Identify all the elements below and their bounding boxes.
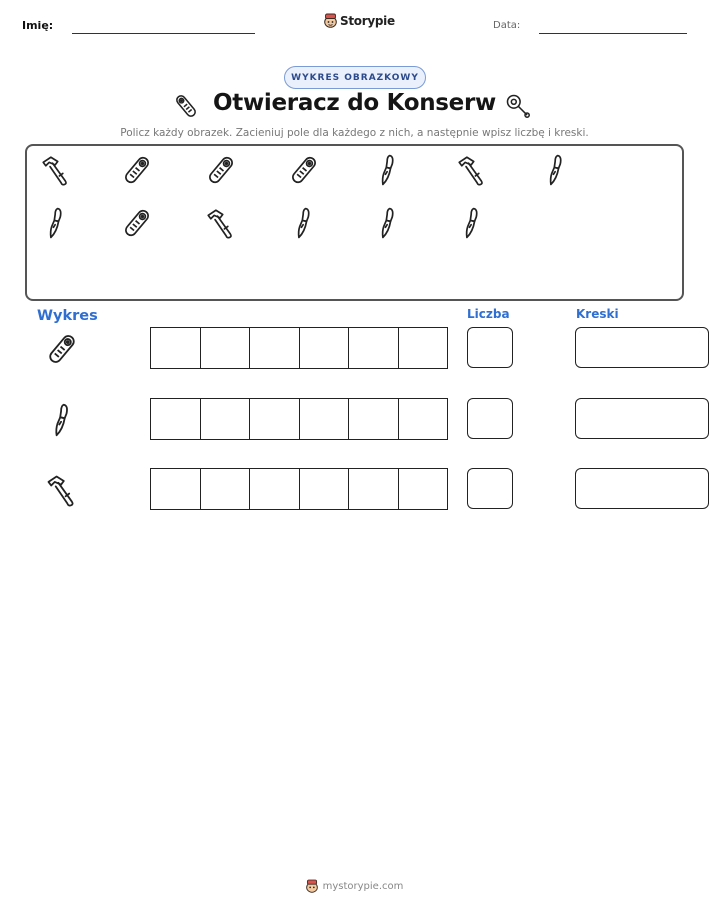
tally-box[interactable] bbox=[575, 398, 709, 439]
graph-cell[interactable] bbox=[349, 328, 399, 368]
graph-cell[interactable] bbox=[250, 399, 300, 439]
bar-cells bbox=[150, 468, 448, 510]
footer-url: mystorypie.com bbox=[322, 880, 404, 892]
knife-icon bbox=[44, 400, 80, 440]
knife-icon bbox=[371, 150, 405, 190]
knife-icon bbox=[539, 150, 573, 190]
footer bbox=[0, 879, 709, 893]
graph-cell[interactable] bbox=[300, 328, 350, 368]
can-opener-icon bbox=[204, 150, 238, 190]
tally-box[interactable] bbox=[575, 327, 709, 368]
graph-cell[interactable] bbox=[201, 328, 251, 368]
knife-icon bbox=[371, 203, 405, 243]
can-opener-icon bbox=[287, 150, 321, 190]
graph-cell[interactable] bbox=[399, 328, 448, 368]
graph-cell[interactable] bbox=[399, 469, 448, 509]
storypie-logo-icon bbox=[306, 879, 318, 893]
graph-cell[interactable] bbox=[250, 469, 300, 509]
graph-cell[interactable] bbox=[151, 328, 201, 368]
hammer-icon bbox=[455, 150, 489, 190]
graph-label: Wykres bbox=[37, 308, 98, 324]
bar-cells bbox=[150, 398, 448, 440]
hammer-icon bbox=[204, 203, 238, 243]
name-line[interactable] bbox=[72, 33, 255, 34]
knife-icon bbox=[39, 203, 73, 243]
date-line[interactable] bbox=[539, 33, 687, 34]
tally-box[interactable] bbox=[575, 468, 709, 509]
can-opener-icon bbox=[504, 92, 532, 124]
picture-box bbox=[25, 144, 684, 301]
can-opener-icon bbox=[120, 150, 154, 190]
storypie-logo-icon bbox=[324, 13, 337, 28]
graph-cell[interactable] bbox=[300, 399, 350, 439]
bar-cells bbox=[150, 327, 448, 369]
graph-cell[interactable] bbox=[201, 399, 251, 439]
instructions: Policz każdy obrazek. Zacieniuj pole dla każdego z nich, a następnie wpisz liczbę i kreski. bbox=[120, 127, 589, 139]
graph-cell[interactable] bbox=[151, 469, 201, 509]
can-opener-icon bbox=[44, 329, 80, 369]
name-label: Imię: bbox=[22, 19, 54, 32]
can-opener-icon bbox=[120, 203, 154, 243]
graph-cell[interactable] bbox=[349, 399, 399, 439]
worksheet-type-badge: WYKRES OBRAZKOWY bbox=[284, 66, 426, 89]
brand-name: Storypie bbox=[340, 13, 395, 28]
graph-cell[interactable] bbox=[399, 399, 448, 439]
date-label: Data: bbox=[493, 20, 521, 31]
hammer-icon bbox=[39, 150, 73, 190]
hammer-icon bbox=[44, 470, 80, 510]
knife-icon bbox=[455, 203, 489, 243]
count-box[interactable] bbox=[467, 468, 513, 509]
page-title: Otwieracz do Konserw bbox=[213, 90, 496, 116]
graph-cell[interactable] bbox=[250, 328, 300, 368]
brand-logo bbox=[324, 13, 395, 28]
graph-cell[interactable] bbox=[349, 469, 399, 509]
knife-icon bbox=[287, 203, 321, 243]
count-label: Liczba bbox=[467, 307, 510, 321]
graph-cell[interactable] bbox=[151, 399, 201, 439]
tally-label: Kreski bbox=[576, 307, 619, 321]
count-box[interactable] bbox=[467, 327, 513, 368]
graph-cell[interactable] bbox=[300, 469, 350, 509]
graph-cell[interactable] bbox=[201, 469, 251, 509]
count-box[interactable] bbox=[467, 398, 513, 439]
